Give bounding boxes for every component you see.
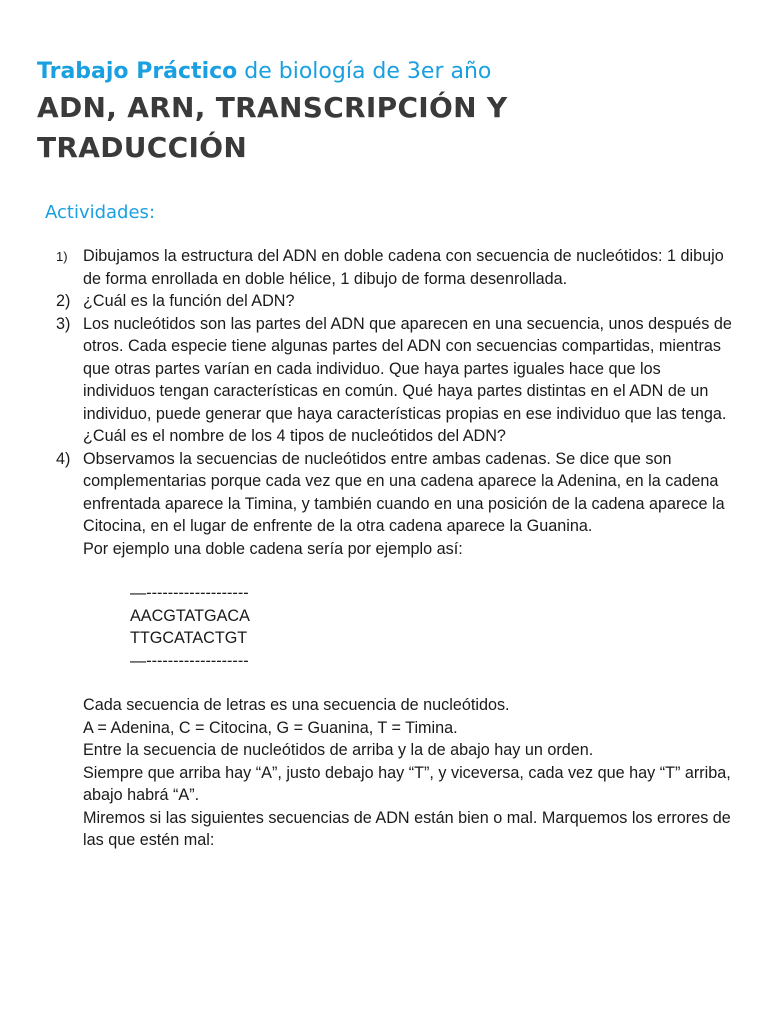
document-header	[37, 56, 737, 168]
document-title	[37, 88, 737, 168]
activity-text: Dibujamos la estructura del ADN en doble cadena con secuencia de nucleótidos: 1 dibujo de forma enrollada en doble hélice, 1 dibujo de forma desenrollada.	[83, 247, 724, 288]
activity-number: 1)	[56, 249, 68, 264]
activity-item-4	[56, 448, 736, 852]
dna-top-line: —-------------------	[130, 584, 249, 602]
activity-text: ¿Cuál es la función del ADN?	[83, 292, 295, 310]
example-intro: Por ejemplo una doble cadena sería por ejemplo así:	[83, 539, 463, 558]
activity-item-3	[56, 313, 736, 448]
activity-text: Los nucleótidos son las partes del ADN que aparecen en una secuencia, unos después de otros. Cada especie tiene algunas partes del ADN con secuencias compartidas, mientras que otras partes varían en cada individuo. Que haya partes iguales hace que los individuos tengan características en común. Qué haya partes distintas en el ADN de un individuo, puede generar que haya características propias en ese individuo que las tenga.	[83, 314, 732, 423]
activity-item-2	[56, 290, 736, 313]
section-heading: Actividades:	[45, 202, 156, 223]
explanation-line: Siempre que arriba hay “A”, justo debajo hay “T”, y viceversa, cada vez que hay “T” arriba, abajo habrá “A”.	[83, 763, 731, 804]
title-line-1: ADN, ARN, TRANSCRIPCIÓN Y	[37, 91, 508, 124]
subtitle-rest: de biología de 3er año	[237, 59, 492, 84]
activities-list	[56, 245, 736, 852]
dna-example	[130, 582, 736, 672]
activity-number: 3)	[56, 314, 71, 333]
activity-item-1	[56, 245, 736, 290]
activity-text: Observamos la secuencias de nucleótidos entre ambas cadenas. Se dice que son complementarias porque cada vez que en una cadena aparece la Adenina, en la cadena enfrentada aparece la Timina, y también cuando en una posición de la cadena aparece la Citocina, en el lugar de enfrente de la otra cadena aparece la Guanina.	[83, 449, 725, 535]
explanation-line: Entre la secuencia de nucleótidos de arriba y la de abajo hay un orden.	[83, 741, 594, 759]
title-line-2: TRADUCCIÓN	[37, 131, 248, 164]
dna-bottom-line: —-------------------	[130, 651, 249, 670]
explanation-line: Miremos si las siguientes secuencias de ADN están bien o mal. Marquemos los errores de las que estén mal:	[83, 808, 731, 849]
activity-number: 2)	[56, 292, 71, 310]
subtitle-bold: Trabajo Práctico	[37, 59, 238, 84]
activity-number: 4)	[56, 449, 71, 468]
document-subtitle	[37, 56, 737, 88]
explanation-line: Cada secuencia de letras es una secuencia de nucleótidos.	[83, 696, 510, 714]
dna-strand-top: AACGTATGACA	[130, 606, 250, 625]
explanation-line: A = Adenina, C = Citocina, G = Guanina, T = Timina.	[83, 718, 458, 737]
dna-strand-bottom: TTGCATACTGT	[130, 629, 248, 647]
dna-explanation	[83, 694, 736, 852]
activity-question: ¿Cuál es el nombre de los 4 tipos de nucleótidos del ADN?	[83, 427, 506, 445]
